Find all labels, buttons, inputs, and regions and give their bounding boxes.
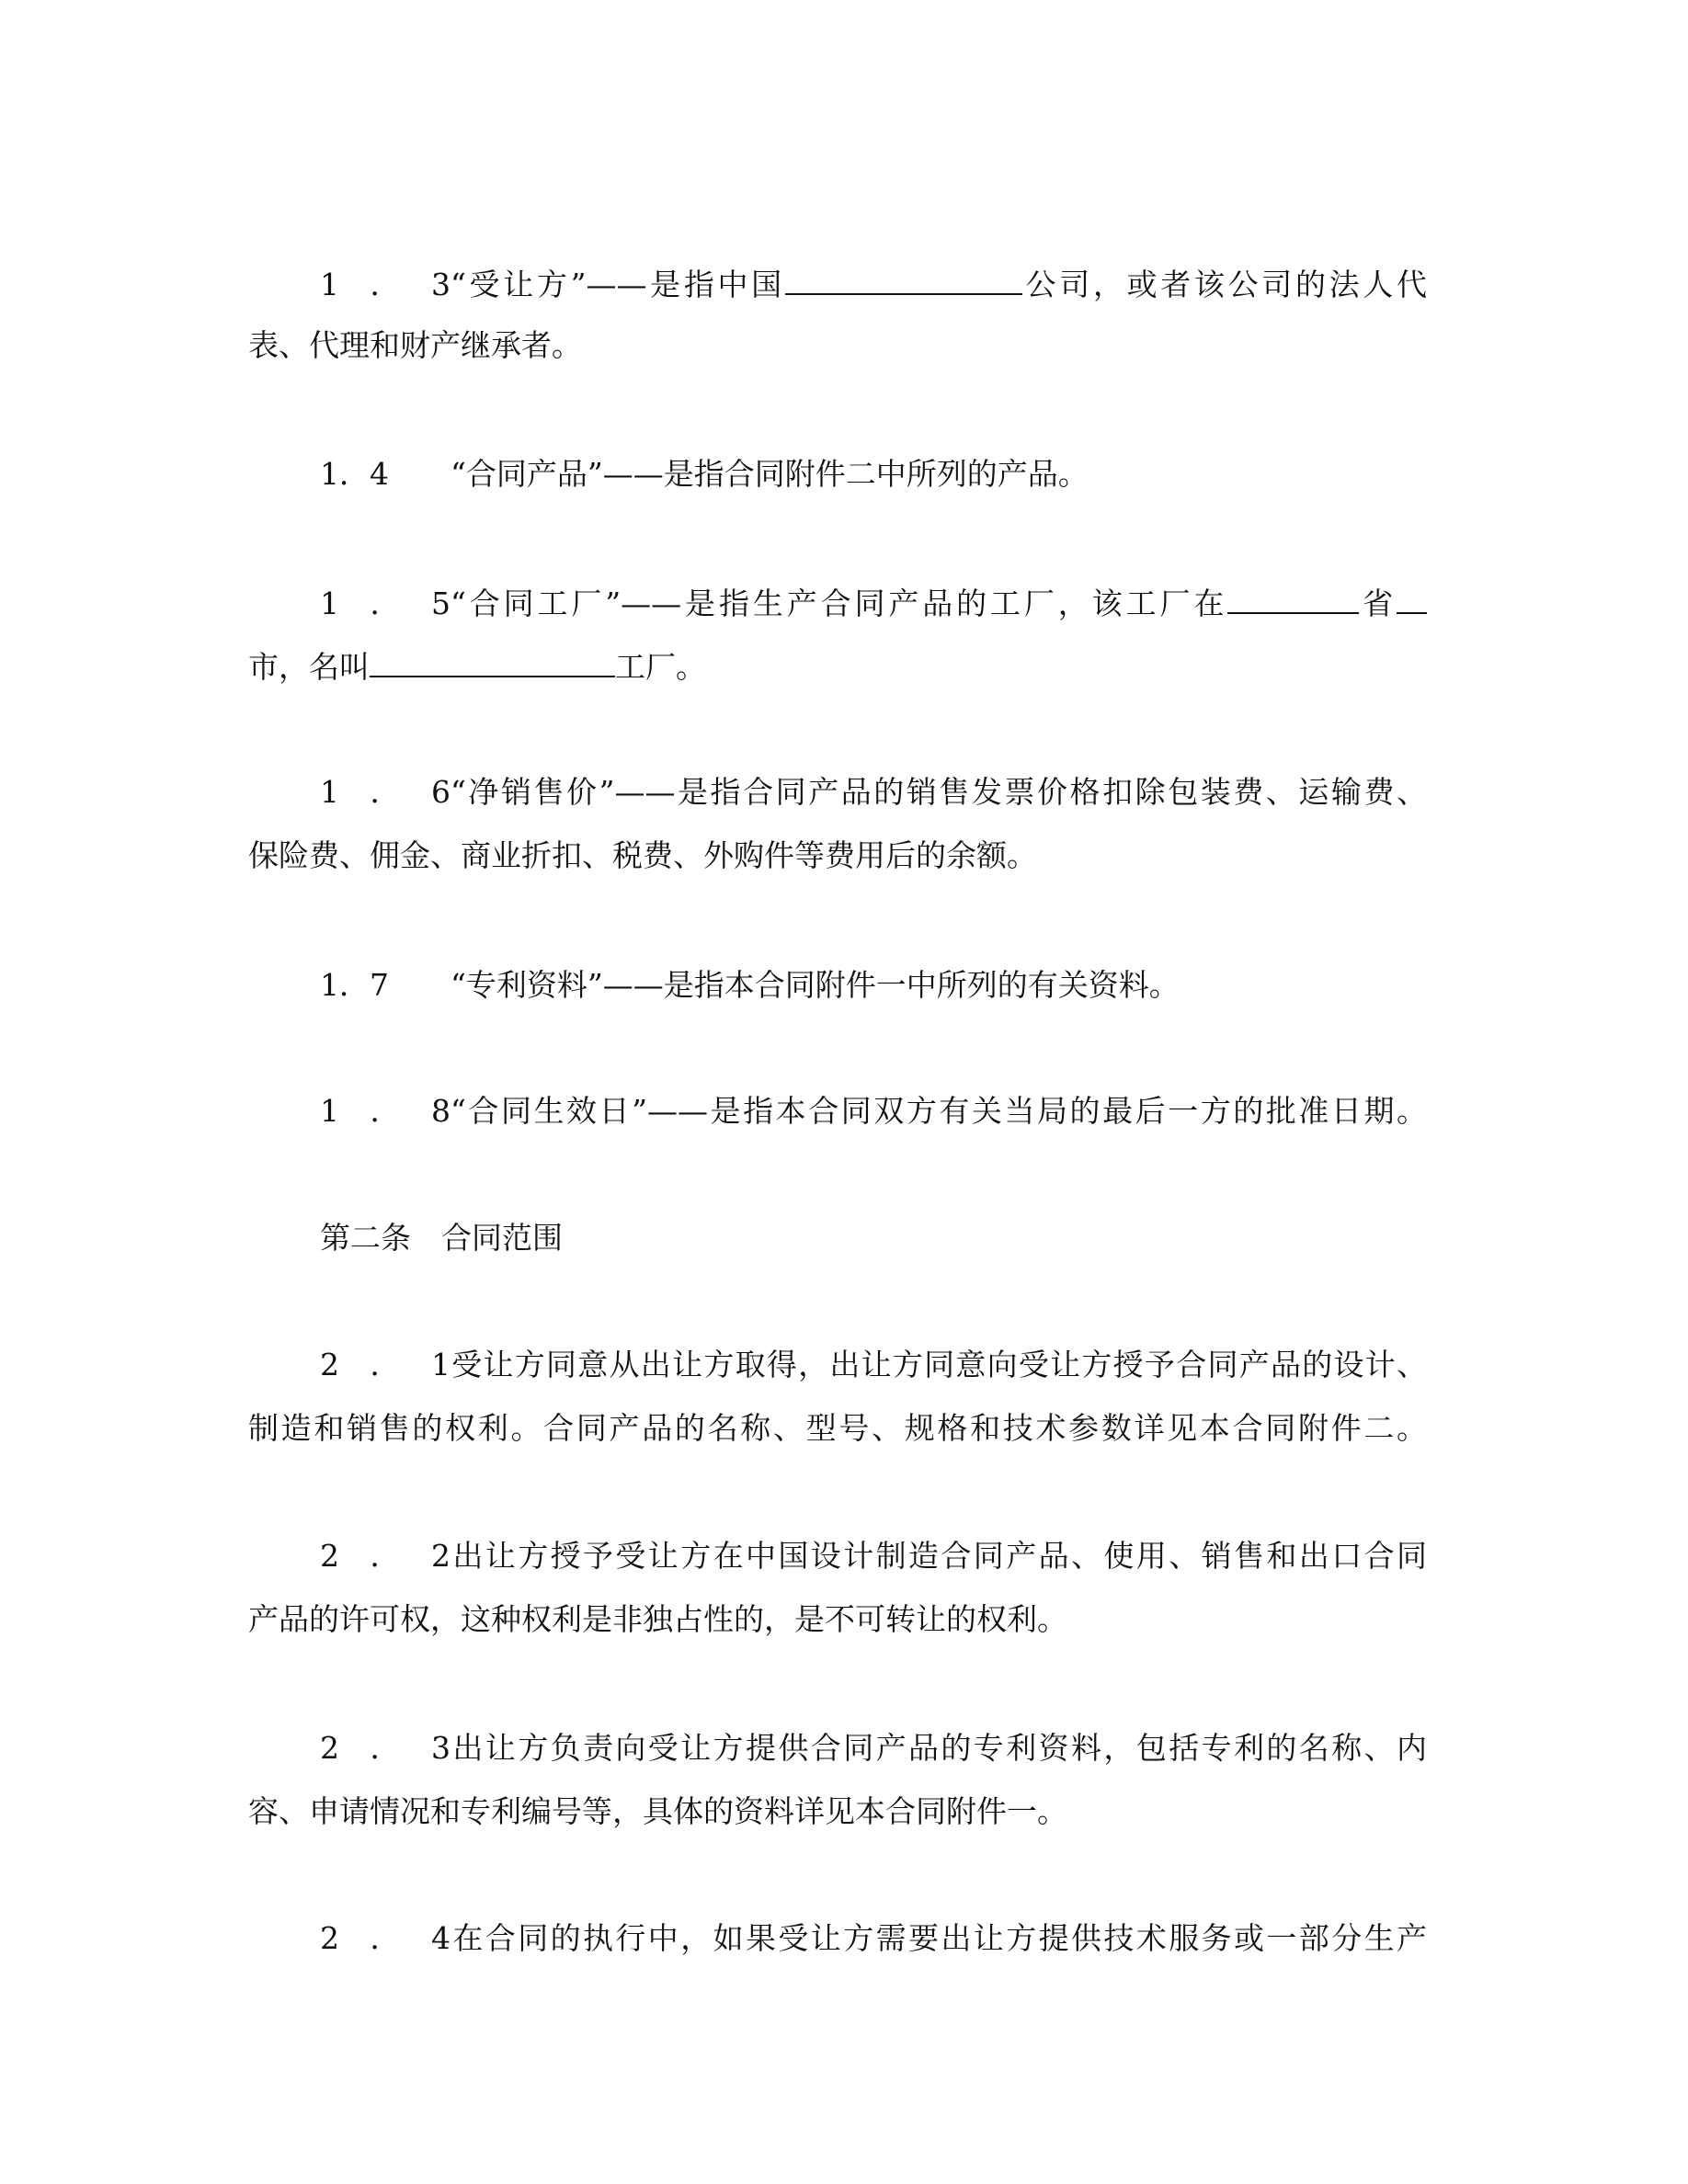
blank-province[interactable]: [1227, 581, 1359, 614]
blank-company-name[interactable]: [785, 262, 1022, 295]
clause-1-8: 1．8“合同生效日”——是指本合同双方有关当局的最后一方的批准日期。: [320, 1093, 1427, 1129]
clause-2-1-line-1: 2．1受让方同意从出让方取得，出让方同意向受让方授予合同产品的设计、: [320, 1347, 1427, 1382]
clause-2-2-line-2: 产品的许可权，这种权利是非独占性的，是不可转让的权利。: [248, 1601, 1067, 1637]
clause-1-6-line-1: 1．6“净销售价”——是指合同产品的销售发票价格扣除包装费、运输费、: [320, 774, 1427, 810]
clause-2-2-line-1: 2．2出让方授予受让方在中国设计制造合同产品、使用、销售和出口合同: [320, 1538, 1427, 1574]
clause-1-6-line-2: 保险费、佣金、商业折扣、税费、外购件等费用后的余额。: [248, 837, 1037, 873]
clause-2-4-line-1: 2．4在合同的执行中，如果受让方需要出让方提供技术服务或一部分生产: [320, 1920, 1427, 1956]
clause-1-3-line-2: 表、代理和财产继承者。: [248, 327, 582, 363]
article-2-heading: 第二条 合同范围: [320, 1220, 563, 1256]
clause-2-3-line-1: 2．3出让方负责向受让方提供合同产品的专利资料，包括专利的名称、内: [320, 1730, 1427, 1766]
clause-1-7: 1．7 “专利资料”——是指本合同附件一中所列的有关资料。: [320, 967, 1180, 1003]
clause-2-1-line-2: 制造和销售的权利。合同产品的名称、型号、规格和技术参数详见本合同附件二。: [248, 1410, 1427, 1446]
blank-city[interactable]: [1397, 581, 1427, 614]
blank-factory-name[interactable]: [370, 644, 615, 677]
clause-1-4: 1．4 “合同产品”——是指合同附件二中所列的产品。: [320, 456, 1089, 492]
clause-1-5-line-1: 1．5“合同工厂”——是指生产合同产品的工厂，该工厂在 省: [248, 581, 1427, 621]
clause-1-3-line-1: 1．3“受让方”——是指中国 公司，或者该公司的法人代: [248, 262, 1427, 302]
clause-2-3-line-2: 容、申请情况和专利编号等，具体的资料详见本合同附件一。: [248, 1793, 1067, 1829]
clause-1-5-line-2: 市，名叫 工厂。: [248, 644, 1427, 685]
